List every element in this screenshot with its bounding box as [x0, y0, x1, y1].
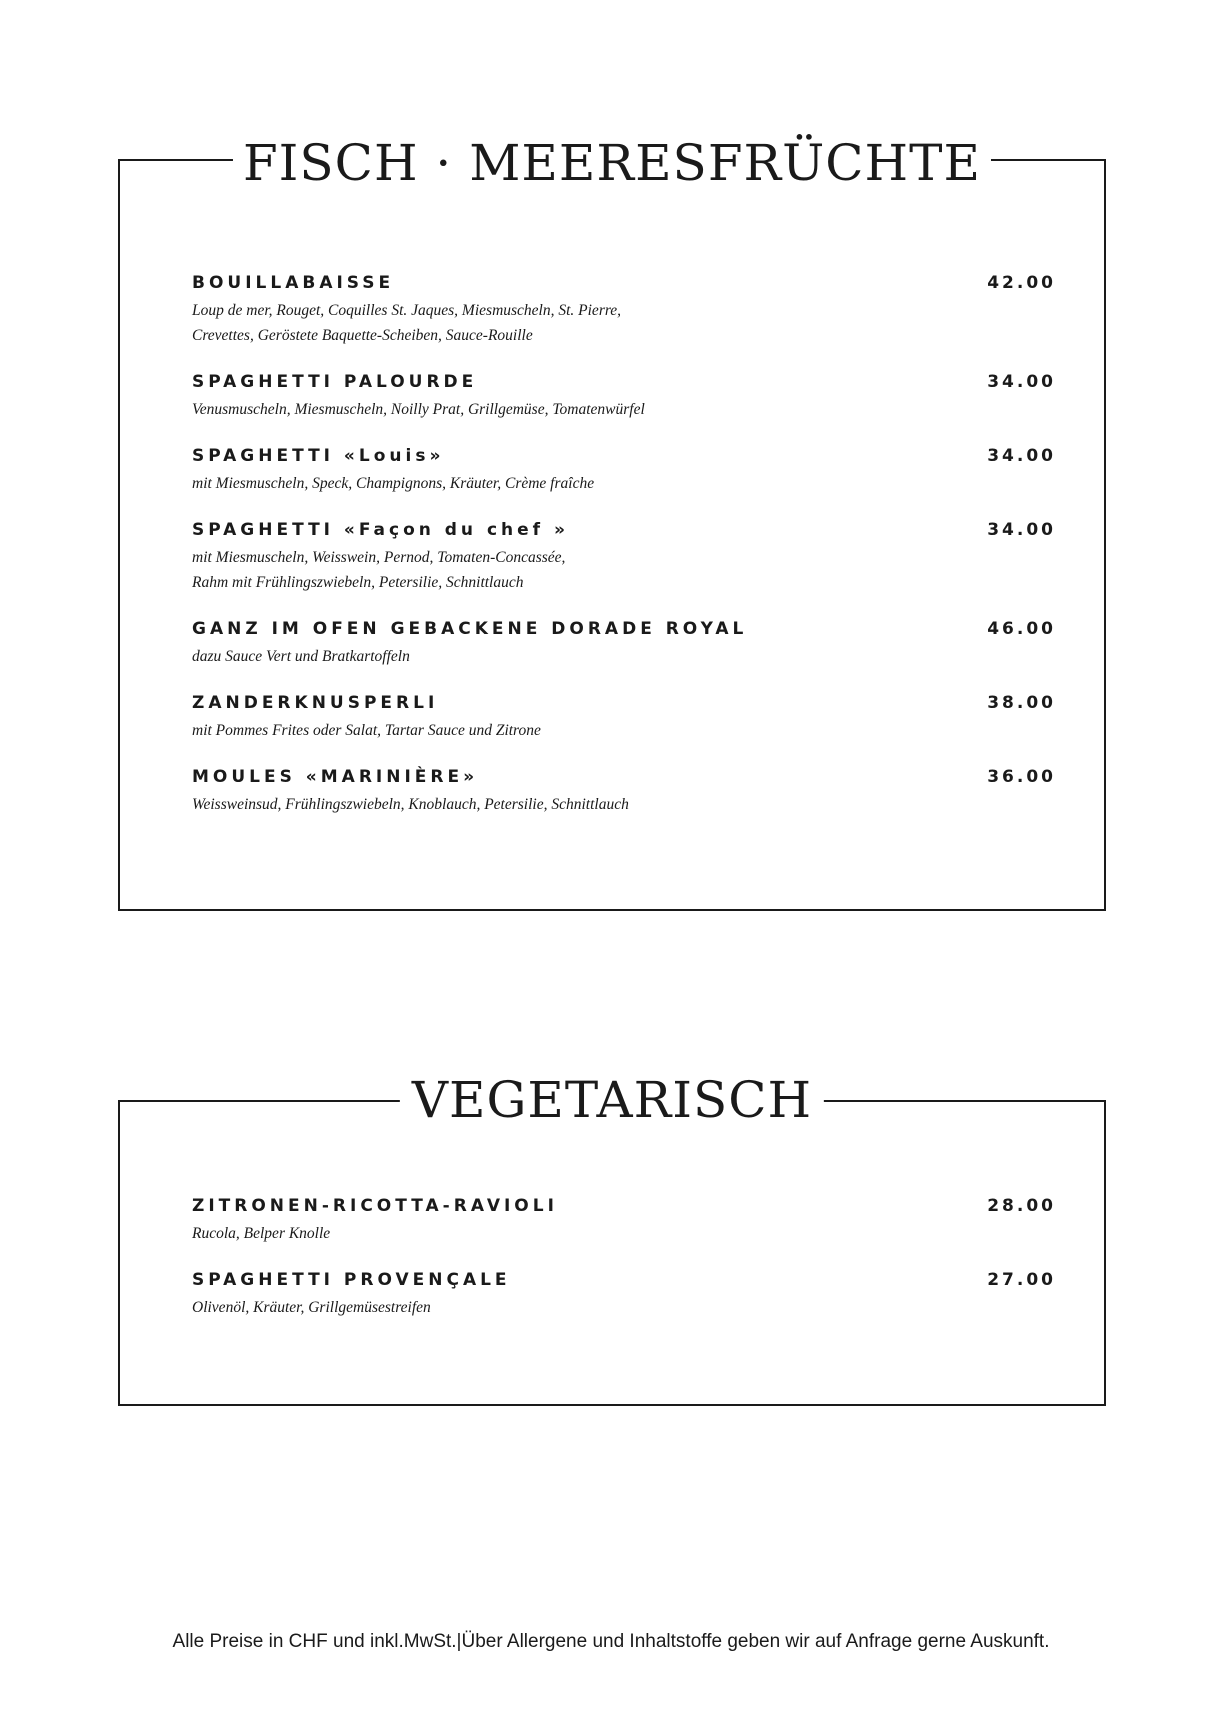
description-line: mit Miesmuscheln, Speck, Champignons, Kräuter, Crème fraîche: [192, 475, 595, 492]
description-line: dazu Sauce Vert und Bratkartoffeln: [192, 648, 410, 665]
menu-item-name: SPAGHETTI PROVENÇALE: [192, 1270, 511, 1290]
menu-item-price: 34.00: [987, 446, 1056, 466]
description-line: Weissweinsud, Frühlingszwiebeln, Knoblauch, Petersilie, Schnittlauch: [192, 796, 629, 813]
description-line: mit Pommes Frites oder Salat, Tartar Sauce und Zitrone: [192, 722, 541, 739]
menu-item: [192, 1270, 1056, 1344]
menu-item-description: [192, 471, 1056, 496]
menu-list-fisch: [192, 273, 1056, 841]
menu-item-description: [192, 792, 1056, 817]
menu-item-description: [192, 644, 1056, 669]
menu-list-vegetarisch: [192, 1196, 1056, 1344]
description-line: Rucola, Belper Knolle: [192, 1225, 331, 1242]
footer-note: Alle Preise in CHF und inkl.MwSt.|Über Allergene und Inhaltstoffe geben wir auf Anfrage gerne Auskunft.: [172, 1631, 1050, 1652]
description-line: Rahm mit Frühlingszwiebeln, Petersilie, Schnittlauch: [192, 574, 524, 591]
menu-item-description: [192, 397, 1056, 422]
description-line: Loup de mer, Rouget, Coquilles St. Jaques, Miesmuscheln, St. Pierre,: [192, 302, 622, 319]
menu-item-name: SPAGHETTI «Façon du chef »: [192, 520, 569, 540]
vegetarisch-section: [118, 1071, 1106, 1406]
menu-item-price: 27.00: [987, 1270, 1056, 1290]
description-line: Olivenöl, Kräuter, Grillgemüsestreifen: [192, 1299, 431, 1316]
menu-item-name: MOULES «MARINIÈRE»: [192, 767, 479, 787]
menu-item: [192, 446, 1056, 520]
menu-item-name: GANZ IM OFEN GEBACKENE DORADE ROYAL: [192, 619, 748, 639]
menu-item-price: 34.00: [987, 372, 1056, 392]
menu-item-description: [192, 298, 1056, 348]
menu-item: [192, 1196, 1056, 1270]
menu-item: [192, 619, 1056, 693]
description-line: Crevettes, Geröstete Baquette-Scheiben, Sauce-Rouille: [192, 327, 533, 344]
menu-item: [192, 372, 1056, 446]
menu-item-name: SPAGHETTI «Louis»: [192, 446, 445, 466]
section-title-vegetarisch: VEGETARISCH: [400, 1075, 824, 1125]
menu-item-description: [192, 718, 1056, 743]
menu-item-price: 42.00: [987, 273, 1056, 293]
description-line: Venusmuscheln, Miesmuscheln, Noilly Prat, Grillgemüse, Tomatenwürfel: [192, 401, 645, 418]
menu-item-name: ZANDERKNUSPERLI: [192, 693, 439, 713]
menu-item-price: 36.00: [987, 767, 1056, 787]
menu-item-name: SPAGHETTI PALOURDE: [192, 372, 478, 392]
menu-item: [192, 693, 1056, 767]
description-line: mit Miesmuscheln, Weisswein, Pernod, Tomaten-Concassée,: [192, 549, 566, 566]
fisch-section: [118, 134, 1106, 911]
menu-item: [192, 273, 1056, 372]
menu-item-name: BOUILLABAISSE: [192, 273, 395, 293]
menu-item: [192, 520, 1056, 619]
menu-item-price: 46.00: [987, 619, 1056, 639]
menu-item-description: [192, 1221, 1056, 1246]
menu-item-price: 28.00: [987, 1196, 1056, 1216]
menu-item: [192, 767, 1056, 841]
menu-item-price: 38.00: [987, 693, 1056, 713]
menu-item-name: ZITRONEN-RICOTTA-RAVIOLI: [192, 1196, 558, 1216]
menu-item-price: 34.00: [987, 520, 1056, 540]
section-title-fisch: FISCH · MEERESFRÜCHTE: [233, 138, 991, 188]
menu-item-description: [192, 1295, 1056, 1320]
menu-item-description: [192, 545, 1056, 595]
